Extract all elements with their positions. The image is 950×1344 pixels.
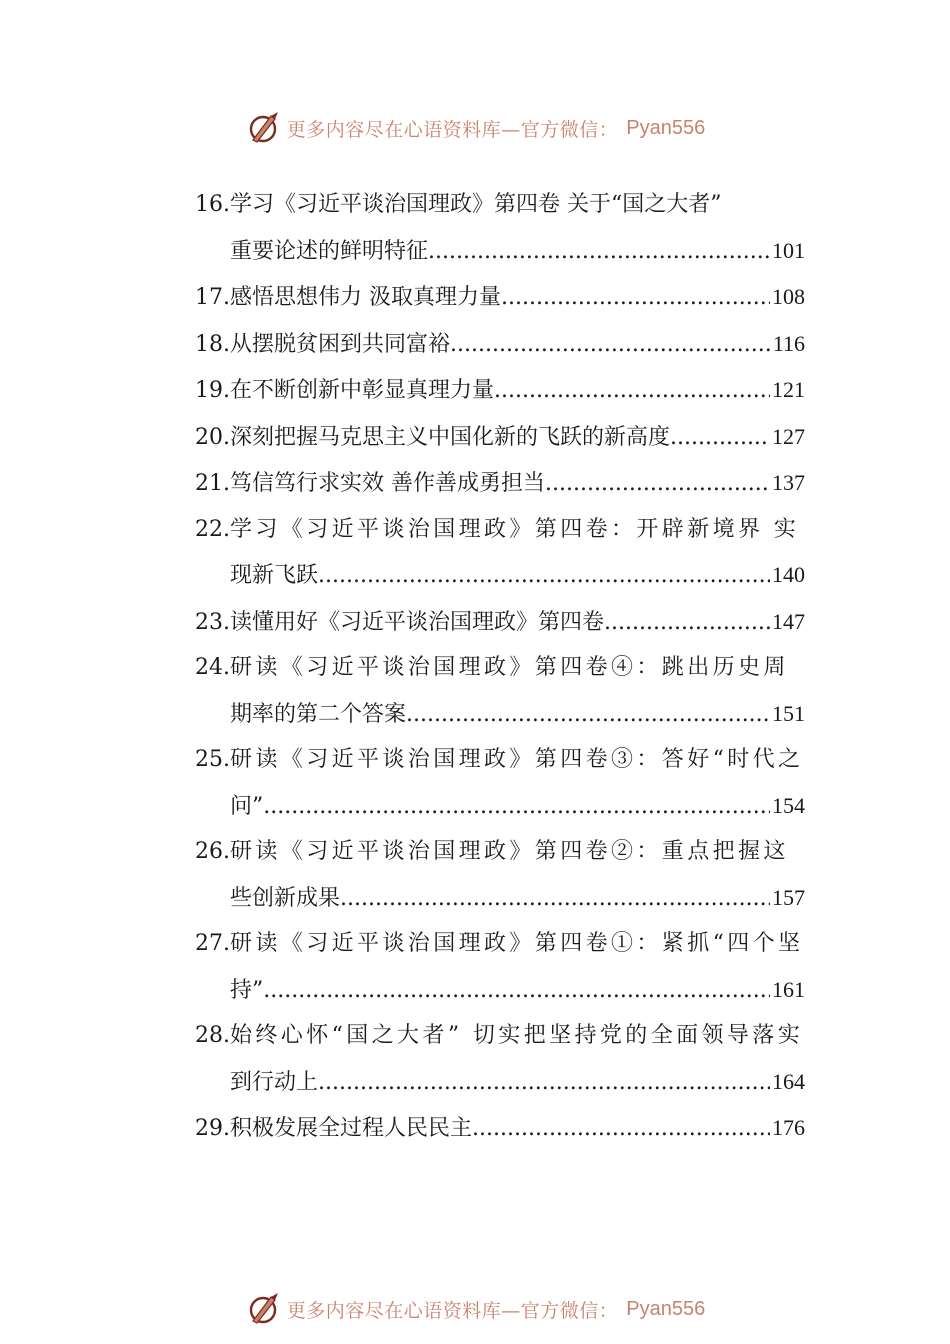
toc-leader-dots <box>406 692 770 738</box>
toc-entry-title-continued: 些创新成果 <box>230 885 341 911</box>
toc-entry-title: 研读《习近平谈治国理政》第四卷④：跳出历史周 <box>230 655 789 680</box>
toc-entry-line <box>195 829 805 875</box>
toc-entry-title: 读懂用好《习近平谈治国理政》第四卷 <box>230 609 605 635</box>
header-wechat-id: Pyan556 <box>626 116 706 139</box>
toc-entry-number: 28. <box>195 1023 230 1048</box>
toc-page-number: 101 <box>772 237 805 263</box>
toc-entry[interactable] <box>195 737 805 829</box>
toc-leader-dots <box>494 368 770 414</box>
toc-entry-title: 从摆脱贫困到共同富裕 <box>230 331 451 357</box>
toc-entry-number: 20. <box>195 424 230 450</box>
toc-entry-number: 16. <box>195 192 230 217</box>
toc-entry-line <box>195 875 805 922</box>
toc-entry-title-continued: 问” <box>230 793 264 819</box>
toc-entry[interactable] <box>195 1013 805 1105</box>
toc-entry-number: 22. <box>195 516 230 542</box>
toc-entry-number: 23. <box>195 609 230 635</box>
toc-entry-number: 29. <box>195 1116 230 1141</box>
toc-entry-title-continued: 到行动上 <box>230 1069 319 1095</box>
toc-entry-line <box>195 507 805 553</box>
toc-page-number: 154 <box>772 792 805 818</box>
toc-entry-line <box>195 321 805 368</box>
toc-entry[interactable] <box>195 367 805 414</box>
toc-entry-line <box>195 367 805 414</box>
toc-entry-title-continued: 现新飞跃 <box>230 563 319 588</box>
toc-entry-title: 学习《习近平谈治国理政》第四卷：开辟新境界 实 <box>230 516 800 542</box>
toc-page-number: 116 <box>772 330 805 356</box>
toc-entry-line <box>195 737 805 783</box>
toc-entry[interactable] <box>195 829 805 921</box>
toc-entry-title-continued: 持” <box>230 977 264 1003</box>
toc-page-number: 161 <box>772 976 805 1002</box>
toc-leader-dots <box>545 461 770 507</box>
toc-entry[interactable] <box>195 645 805 737</box>
toc-entry-line <box>195 921 805 967</box>
toc-entry-number: 18. <box>195 331 230 357</box>
toc-entry-line <box>195 599 805 646</box>
toc-entry[interactable] <box>195 921 805 1013</box>
toc-leader-dots <box>340 876 770 922</box>
toc-entry-number: 27. <box>195 931 230 956</box>
toc-page-number: 151 <box>772 700 805 726</box>
footer-wechat-id: Pyan556 <box>626 1297 706 1320</box>
toc-entry-title: 研读《习近平谈治国理政》第四卷③：答好“时代之 <box>230 747 804 772</box>
toc-entry-line <box>195 1059 805 1106</box>
toc-page-number: 164 <box>772 1068 805 1094</box>
toc-entry-number: 21. <box>195 471 230 496</box>
toc-entry-title: 研读《习近平谈治国理政》第四卷②：重点把握这 <box>230 839 789 864</box>
toc-entry-line <box>195 460 805 507</box>
toc-entry-title-continued: 重要论述的鲜明特征 <box>230 238 429 264</box>
toc-page-number: 176 <box>772 1115 805 1140</box>
toc-entry-number: 26. <box>195 839 230 864</box>
toc-leader-dots <box>472 1106 770 1152</box>
toc-page-number: 157 <box>772 884 805 910</box>
toc-entry-line <box>195 1105 805 1152</box>
footer-text: 更多内容尽在心语资料库—官方微信： <box>286 1299 619 1322</box>
toc-entry-title: 感悟思想伟力 汲取真理力量 <box>230 285 501 310</box>
toc-leader-dots <box>670 415 770 461</box>
footer-banner <box>0 1289 950 1329</box>
toc-entry-number: 25. <box>195 747 230 772</box>
toc-entry-title: 在不断创新中彰显真理力量 <box>230 378 495 403</box>
toc-entry-line <box>195 1013 805 1059</box>
toc-entry-title: 研读《习近平谈治国理政》第四卷①：紧抓“四个坚 <box>230 931 804 956</box>
toc-page-number: 108 <box>772 284 805 309</box>
toc-page-number: 121 <box>772 377 805 402</box>
toc-page-number: 137 <box>772 470 805 495</box>
toc-entry-line <box>195 182 805 228</box>
toc-leader-dots <box>450 322 771 368</box>
toc-entry-title: 学习《习近平谈治国理政》第四卷 关于“国之大者” <box>230 192 722 217</box>
toc-entry[interactable] <box>195 414 805 461</box>
toc-entry-number: 19. <box>195 378 230 403</box>
header-banner <box>0 108 950 148</box>
toc-leader-dots <box>428 229 770 275</box>
toc-leader-dots <box>318 1060 770 1106</box>
toc-entry-line <box>195 645 805 691</box>
toc-page-number: 127 <box>772 423 805 449</box>
toc-entry-line <box>195 691 805 738</box>
toc-entry-title: 笃信笃行求实效 善作善成勇担当 <box>230 471 545 496</box>
toc-entry[interactable] <box>195 274 805 321</box>
toc-entry[interactable] <box>195 1105 805 1152</box>
toc-leader-dots <box>263 784 770 830</box>
toc-leader-dots <box>501 275 770 321</box>
toc-entry-line <box>195 414 805 461</box>
toc-entry[interactable] <box>195 507 805 599</box>
toc-entry[interactable] <box>195 460 805 507</box>
toc-page-number: 147 <box>772 608 805 634</box>
toc-page-number: 140 <box>772 562 805 587</box>
quill-pen-logo-icon <box>245 110 281 146</box>
toc-leader-dots <box>604 600 770 646</box>
table-of-contents <box>195 182 805 1152</box>
toc-leader-dots <box>318 553 770 599</box>
toc-entry-title: 始终心怀“国之大者” 切实把坚持党的全面领导落实 <box>230 1023 804 1048</box>
toc-entry[interactable] <box>195 321 805 368</box>
header-text: 更多内容尽在心语资料库—官方微信： <box>286 118 619 141</box>
toc-entry-line <box>195 274 805 321</box>
toc-entry-line <box>195 552 805 599</box>
quill-pen-logo-icon <box>245 1291 281 1327</box>
toc-entry[interactable] <box>195 182 805 274</box>
toc-entry-line <box>195 228 805 275</box>
toc-entry-title: 积极发展全过程人民民主 <box>230 1116 473 1141</box>
toc-entry-title: 深刻把握马克思主义中国化新的飞跃的新高度 <box>230 424 671 450</box>
toc-entry[interactable] <box>195 599 805 646</box>
toc-entry-title-continued: 期率的第二个答案 <box>230 701 407 727</box>
toc-leader-dots <box>263 968 770 1014</box>
toc-entry-line <box>195 783 805 830</box>
toc-entry-line <box>195 967 805 1014</box>
toc-entry-number: 17. <box>195 285 230 310</box>
toc-entry-number: 24. <box>195 655 230 680</box>
